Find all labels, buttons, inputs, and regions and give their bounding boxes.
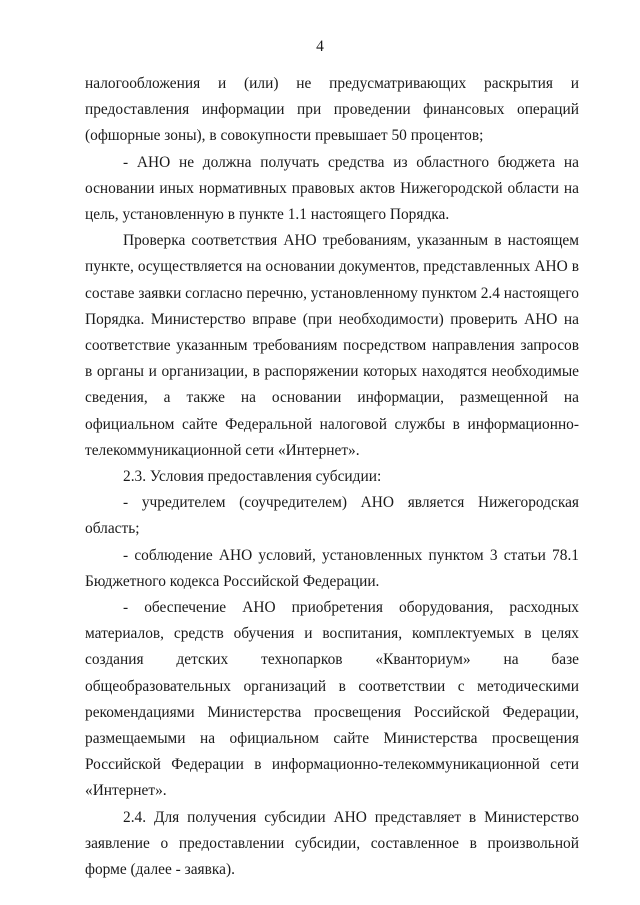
- page-number: 4: [316, 38, 324, 55]
- paragraph-founder-condition: - учредителем (соучредителем) АНО является Нижегородская область;: [85, 494, 579, 538]
- document-body: [85, 71, 579, 883]
- paragraph-section-2-4-application: 2.4. Для получения субсидии АНО представляет в Министерство заявление о предоставлении субсидии, составленное в произвольной форме (далее - заявка).: [85, 808, 579, 879]
- paragraph-regional-budget-requirement: - АНО не должна получать средства из областного бюджета на основании иных нормативных правовых актов Нижегородской области на цель, установленную в пункте 1.1 настоящего Порядка.: [85, 153, 579, 224]
- paragraph-budget-code-condition: - соблюдение АНО условий, установленных пунктом 3 статьи 78.1 Бюджетного кодекса Российской Федерации.: [85, 546, 579, 590]
- paragraph-offshore-continuation: налогообложения и (или) не предусматривающих раскрытия и предоставления информации при проведении финансовых операций (офшорные зоны), в совокупности превышает 50 процентов;: [85, 75, 579, 145]
- paragraph-section-2-3-heading: 2.3. Условия предоставления субсидии:: [123, 468, 382, 486]
- paragraph-equipment-condition: - обеспечение АНО приобретения оборудования, расходных материалов, средств обучения и воспитания, комплектуемых в целях создания детских технопарков «Кванториум» на базе общеобразовательных организаций в соответствии с методическими рекомендациями Министерства просвещения Российской Федерации, размещаемыми на официальном сайте Министерства просвещения Российской Федерации в информационно-телекоммуникационной сети «Интернет».: [85, 599, 579, 800]
- paragraph-compliance-check: Проверка соответствия АНО требованиям, указанным в настоящем пункте, осуществляется на основании документов, представленных АНО в составе заявки согласно перечню, установленному пунктом 2.4 настоящего Порядка. Министерство вправе (при необходимости) проверить АНО на соответствие указанным требованиям посредством направления запросов в органы и организации, в распоряжении которых находятся необходимые сведения, а также на основании информации, размещенной на официальном сайте Федеральной налоговой службы в информационно-телекоммуникационной сети «Интернет».: [85, 232, 579, 459]
